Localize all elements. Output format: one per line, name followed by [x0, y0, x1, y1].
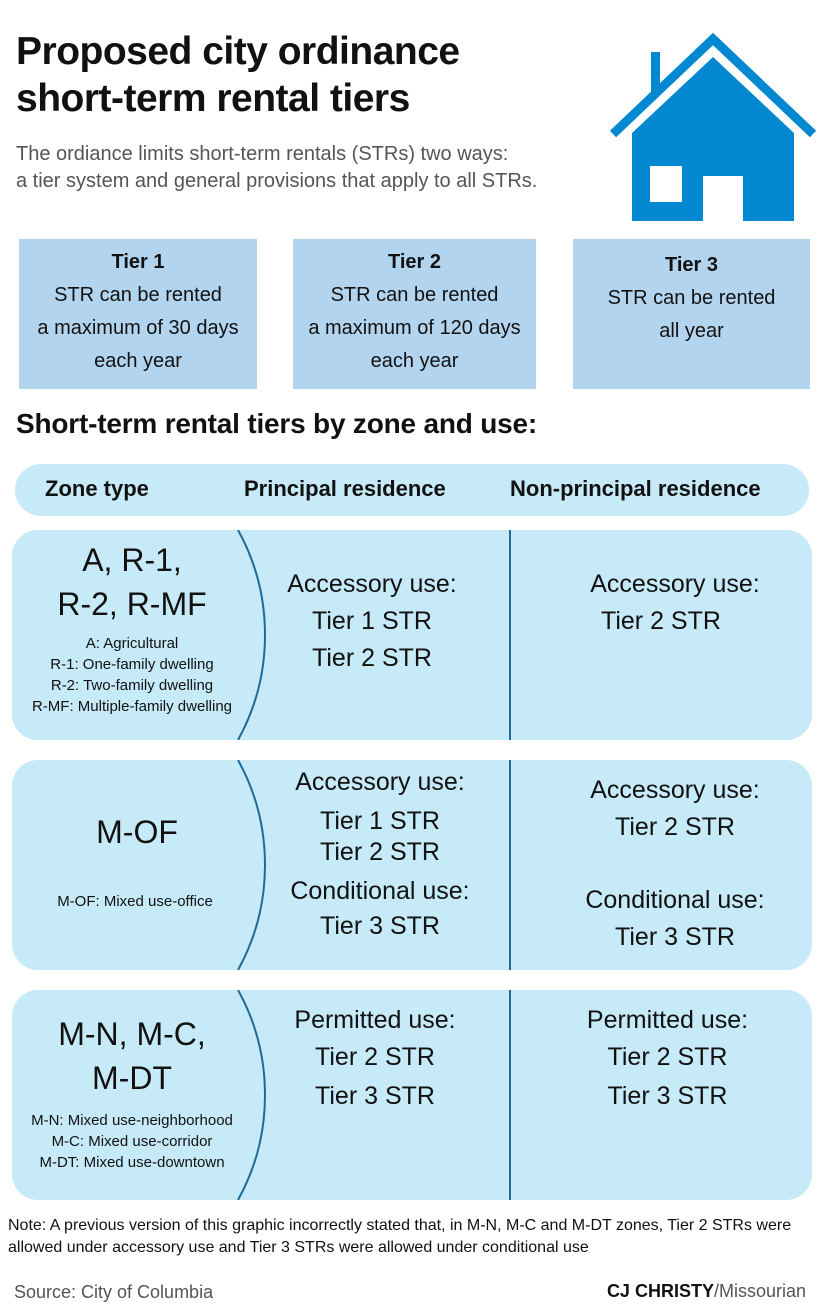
byline-separator: / — [713, 1281, 719, 1301]
tier-desc-line: each year — [370, 350, 459, 372]
principal-residence-cell — [270, 767, 490, 942]
tier-description — [19, 279, 257, 378]
tier-item: Tier 3 STR — [607, 1082, 728, 1110]
tier-name: Tier 3 — [665, 254, 718, 276]
subtitle — [16, 141, 606, 195]
use-type: Accessory use: — [590, 570, 760, 598]
use-type: Permitted use: — [586, 1006, 749, 1034]
tier-item: Tier 2 STR — [615, 813, 735, 841]
zone-definition: R-MF: Multiple-family dwelling — [31, 698, 233, 715]
tier-item: Tier 2 STR — [607, 1043, 728, 1071]
column-header-non-principal-residence: Non-principal residence — [510, 476, 761, 501]
tier-item: Tier 2 STR — [312, 644, 432, 672]
tier-item: Tier 3 STR — [615, 923, 735, 951]
zone-definitions — [12, 1110, 252, 1173]
principal-residence-cell — [272, 566, 472, 677]
tier-desc-line: a maximum of 120 days — [308, 317, 521, 339]
zone-code-line: M-DT — [92, 1060, 172, 1096]
source-credit: Source: City of Columbia — [14, 1282, 214, 1302]
house-icon — [606, 30, 820, 224]
subtitle-line: a tier system and general provisions that apply to all STRs. — [16, 170, 538, 192]
correction-note: Note: A previous version of this graphic incorrectly stated that, in M-N, M-C and M-DT zones, Tier 2 STRs were allowed under accessory use and Tier 3 STRs were allowed under conditional use — [8, 1217, 792, 1256]
principal-residence-cell — [270, 1002, 480, 1115]
tier-description — [293, 279, 536, 378]
zone-code-line: M-N, M-C, — [58, 1016, 206, 1052]
zone-definition: R-1: One-family dwelling — [50, 656, 214, 673]
use-type: Conditional use: — [290, 877, 470, 905]
zone-code-line: A, R-1, — [82, 542, 182, 578]
zone-definition: R-2: Two-family dwelling — [50, 677, 214, 694]
non-principal-residence-cell — [565, 1002, 770, 1115]
table-header-row — [15, 464, 809, 516]
tier-1-box — [19, 239, 257, 389]
use-type: Accessory use: — [295, 768, 465, 796]
non-principal-residence-cell — [580, 566, 770, 640]
tier-item: Tier 3 STR — [315, 1082, 435, 1110]
zone-code-line: R-2, R-MF — [57, 586, 207, 622]
tier-desc-line: each year — [94, 350, 182, 372]
tier-desc-line: all year — [659, 320, 724, 342]
zone-definition: A: Agricultural — [85, 635, 179, 652]
zone-row-mixed-office — [12, 760, 812, 970]
byline-publication: Missourian — [718, 1281, 806, 1301]
column-divider — [509, 530, 511, 740]
title-line: short-term rental tiers — [16, 77, 410, 120]
zone-definition: M-DT: Mixed use-downtown — [39, 1154, 225, 1171]
use-type: Accessory use: — [287, 570, 457, 598]
tier-item: Tier 1 STR — [312, 607, 432, 635]
byline-author: CJ CHRISTY — [606, 1281, 714, 1301]
zone-code — [17, 810, 257, 854]
column-divider — [509, 990, 511, 1200]
tier-item: Tier 3 STR — [320, 912, 440, 940]
column-header-zone-type: Zone type — [45, 476, 149, 501]
title-line: Proposed city ordinance — [16, 30, 460, 73]
zone-definitions — [12, 633, 252, 717]
column-divider-curve — [234, 760, 274, 970]
tier-3-box — [573, 239, 810, 389]
zone-definition: M-C: Mixed use-corridor — [51, 1133, 213, 1150]
tier-2-box — [293, 239, 536, 389]
table-heading: Short-term rental tiers by zone and use: — [16, 408, 537, 439]
use-type: Conditional use: — [585, 886, 765, 914]
tier-desc-line: STR can be rented — [607, 287, 776, 309]
tier-item: Tier 2 STR — [315, 1043, 435, 1071]
zone-code — [12, 538, 252, 626]
tier-name: Tier 2 — [388, 251, 441, 273]
tier-item: Tier 1 STR — [320, 807, 440, 835]
zone-code-line: M-OF — [96, 814, 178, 850]
zone-definition: M-OF: Mixed use-office — [57, 893, 213, 910]
use-type: Accessory use: — [590, 776, 760, 804]
zone-definitions — [15, 891, 255, 912]
tier-name: Tier 1 — [111, 251, 165, 273]
tier-desc-line: STR can be rented — [54, 284, 222, 306]
tier-item: Tier 2 STR — [601, 607, 721, 635]
non-principal-residence-cell — [565, 772, 785, 956]
tier-item: Tier 2 STR — [320, 838, 440, 866]
tier-desc-line: STR can be rented — [330, 284, 499, 306]
zone-row-residential — [12, 530, 812, 740]
use-type: Permitted use: — [294, 1006, 456, 1034]
subtitle-line: The ordiance limits short-term rentals (STRs) two ways: — [16, 143, 509, 165]
zone-row-mixed-neighborhood — [12, 990, 812, 1200]
tier-description — [573, 282, 810, 348]
column-divider — [509, 760, 511, 970]
byline — [607, 1281, 806, 1302]
zone-definition: M-N: Mixed use-neighborhood — [31, 1112, 233, 1129]
column-header-principal-residence: Principal residence — [244, 476, 446, 501]
tier-desc-line: a maximum of 30 days — [37, 317, 239, 339]
zone-code — [12, 1012, 252, 1100]
page-title — [16, 28, 596, 122]
